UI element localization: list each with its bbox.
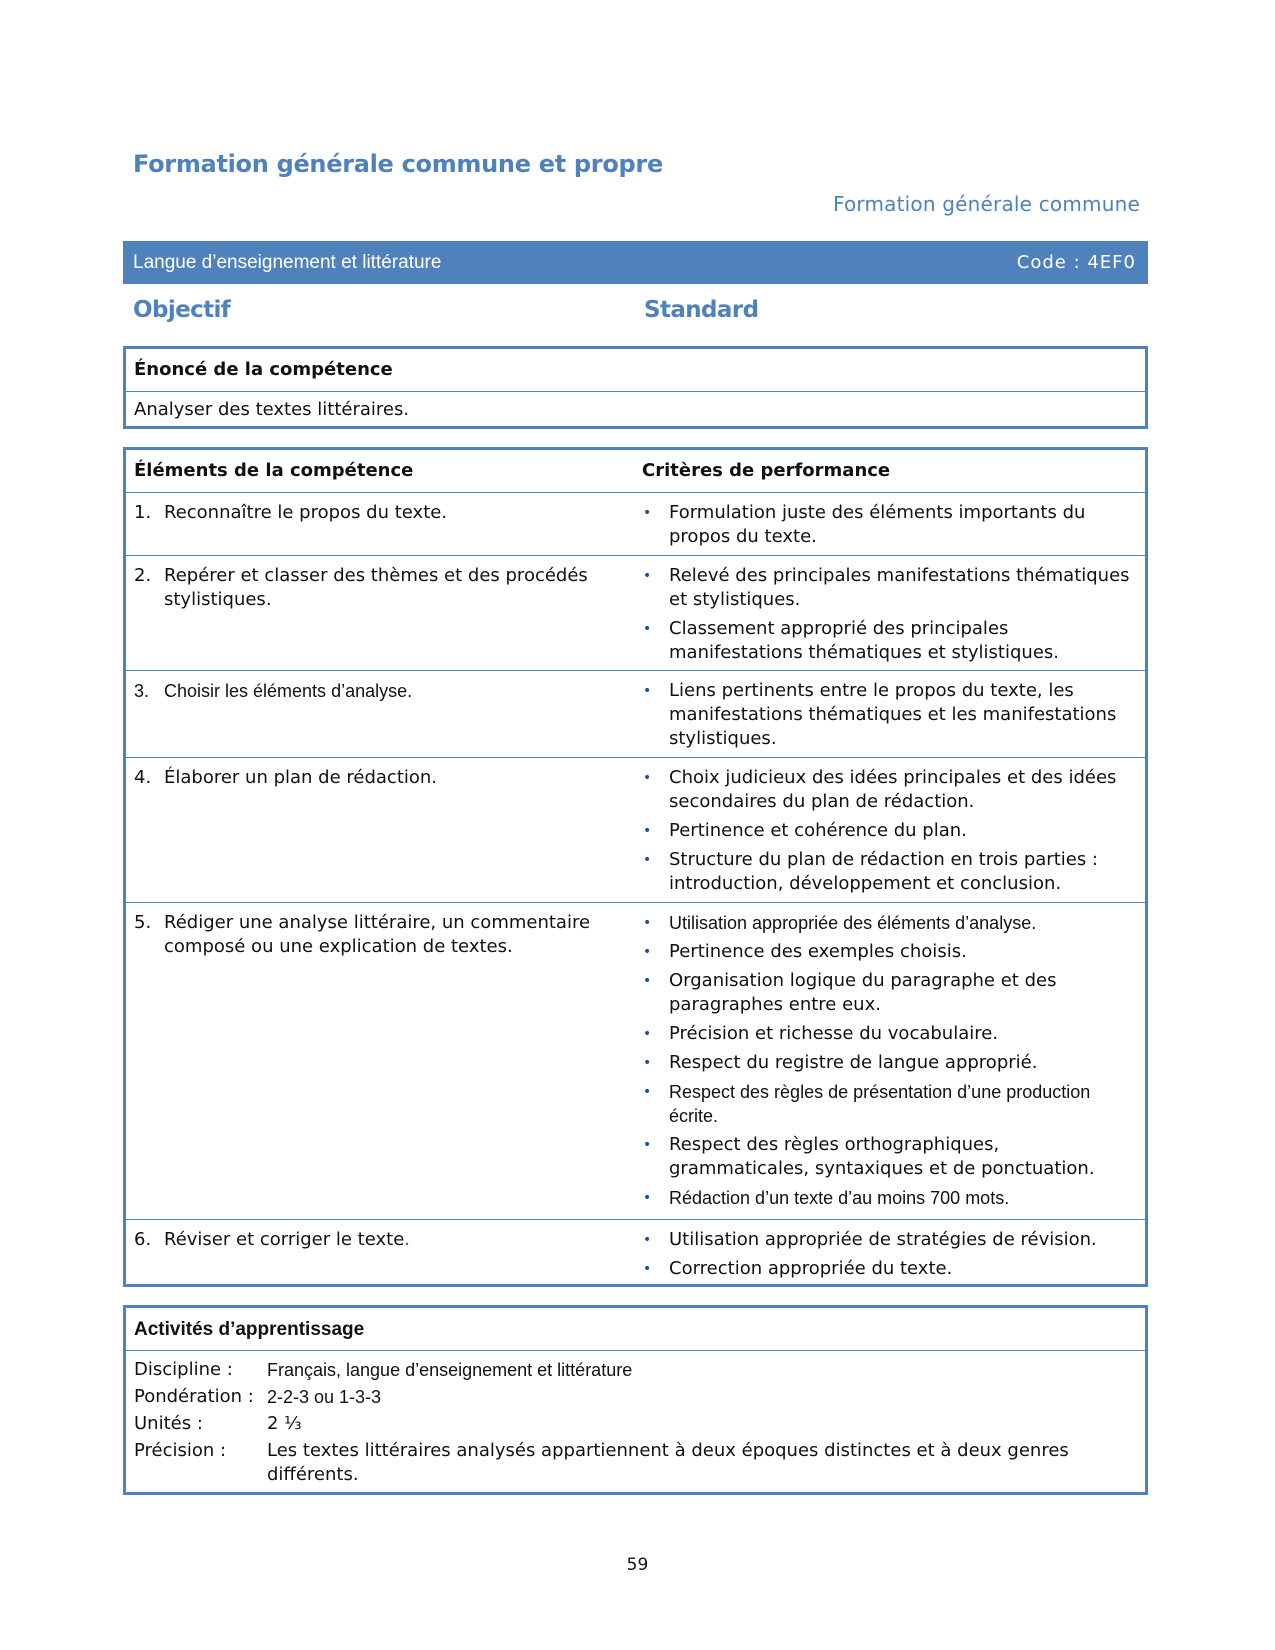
criteria-item: • Classement approprié des principales manifestations thématiques et stylistiques. — [639, 617, 1145, 665]
element-item — [134, 911, 639, 959]
bullet-icon: • — [643, 915, 652, 931]
unites-label: Unités : — [134, 1413, 203, 1434]
criteria-item: • Utilisation appropriée des éléments d’analyse. — [639, 911, 1145, 935]
bullet-icon: • — [643, 1084, 652, 1100]
element-item — [134, 679, 639, 703]
criteria-list — [639, 501, 1145, 549]
bullet-icon: • — [643, 621, 652, 637]
red-period: . — [404, 1229, 411, 1250]
ponderation-label: Pondération : — [134, 1386, 254, 1407]
bullet-icon: • — [643, 1261, 652, 1277]
ponderation-line — [134, 1383, 1137, 1410]
criteria-item: • Respect des règles orthographiques, grammaticales, syntaxiques et de ponctuation. — [639, 1133, 1145, 1181]
enonce-box — [123, 346, 1148, 429]
element-number: 3. — [134, 681, 150, 701]
table-row — [126, 903, 1145, 1220]
page-number: 59 — [626, 1555, 649, 1575]
bullet-icon: • — [643, 1055, 652, 1071]
element-number: 2. — [134, 565, 152, 586]
discipline-value: Français, langue d’enseignement et littérature — [267, 1360, 633, 1380]
elements-header-row — [126, 450, 1145, 493]
activites-box — [123, 1305, 1148, 1495]
criteria-item: • Précision et richesse du vocabulaire. — [639, 1022, 1145, 1046]
course-name: Langue d’enseignement et littérature — [133, 251, 442, 273]
standard-label: Standard — [644, 297, 759, 323]
bullet-icon: • — [643, 973, 652, 989]
element-number: 5. — [134, 912, 152, 933]
element-item — [134, 766, 639, 790]
bullet-icon: • — [643, 852, 652, 868]
activites-heading: Activités d’apprentissage — [126, 1308, 1145, 1351]
precision-line — [134, 1437, 1137, 1487]
criteria-item: • Pertinence des exemples choisis. — [639, 940, 1145, 964]
criteria-item: • Respect du registre de langue approprié. — [639, 1051, 1145, 1075]
element-text: Reconnaître le propos du texte. — [164, 502, 448, 523]
course-bar — [123, 241, 1148, 284]
criteria-item: • Relevé des principales manifestations thématiques et stylistiques. — [639, 564, 1145, 612]
element-number: 6. — [134, 1229, 152, 1250]
table-row — [126, 671, 1145, 758]
element-text: Rédiger une analyse littéraire, un commentaire composé ou une explication de textes. — [164, 912, 591, 957]
criteria-list — [639, 766, 1145, 896]
element-text: Élaborer un plan de rédaction. — [164, 767, 438, 788]
element-item — [134, 501, 639, 525]
discipline-line — [134, 1356, 1137, 1383]
criteria-heading: Critères de performance — [642, 460, 891, 481]
table-row — [126, 1220, 1145, 1287]
elements-table — [123, 447, 1148, 1287]
enonce-text: Analyser des textes littéraires. — [134, 399, 410, 420]
precision-label: Précision : — [134, 1440, 227, 1461]
unites-line — [134, 1410, 1137, 1437]
bullet-icon: • — [643, 1232, 652, 1248]
element-item — [134, 1228, 639, 1252]
element-item — [134, 564, 639, 612]
page-subtitle: Formation générale commune — [832, 192, 1140, 216]
bullet-icon: • — [643, 823, 652, 839]
bullet-icon: • — [643, 568, 652, 584]
element-number: 4. — [134, 767, 152, 788]
bullet-icon: • — [643, 1137, 652, 1153]
criteria-list — [639, 911, 1145, 1210]
criteria-list — [639, 1228, 1145, 1281]
element-text: Repérer et classer des thèmes et des procédés stylistiques. — [164, 565, 588, 610]
enonce-heading: Énoncé de la compétence — [126, 349, 1145, 392]
activites-body — [126, 1351, 1145, 1487]
page-title: Formation générale commune et propre — [133, 150, 663, 178]
criteria-item: • Rédaction d’un texte d’au moins 700 mots. — [639, 1186, 1145, 1210]
bullet-icon: • — [643, 944, 652, 960]
criteria-list — [639, 679, 1145, 751]
criteria-item: • Utilisation appropriée de stratégies de révision. — [639, 1228, 1145, 1252]
element-text: Réviser et corriger le texte. — [164, 1229, 411, 1250]
precision-value: Les textes littéraires analysés appartiennent à deux époques distinctes et à deux genres différents. — [267, 1440, 1069, 1485]
criteria-item: • Correction appropriée du texte. — [639, 1257, 1145, 1281]
criteria-list — [639, 564, 1145, 665]
criteria-item: • Respect des règles de présentation d’une production écrite. — [639, 1080, 1145, 1128]
bullet-icon: • — [643, 505, 652, 521]
discipline-label: Discipline : — [134, 1359, 233, 1380]
bullet-icon: • — [643, 683, 652, 699]
bullet-icon: • — [643, 770, 652, 786]
elements-heading: Éléments de la compétence — [134, 460, 414, 481]
element-number: 1. — [134, 502, 152, 523]
criteria-item: • Liens pertinents entre le propos du texte, les manifestations thématiques et les manifestations stylistiques. — [639, 679, 1145, 751]
criteria-item: • Structure du plan de rédaction en trois parties : introduction, développement et conclusion. — [639, 848, 1145, 896]
criteria-item: • Organisation logique du paragraphe et des paragraphes entre eux. — [639, 969, 1145, 1017]
table-row — [126, 758, 1145, 903]
bullet-icon: • — [643, 1026, 652, 1042]
criteria-item: • Formulation juste des éléments importants du propos du texte. — [639, 501, 1145, 549]
ponderation-value: 2-2-3 ou 1-3-3 — [267, 1387, 382, 1407]
objectif-label: Objectif — [133, 297, 231, 323]
element-text: Choisir les éléments d’analyse. — [164, 681, 413, 701]
bullet-icon: • — [643, 1190, 652, 1206]
unites-value: 2 ⅓ — [267, 1413, 302, 1434]
criteria-item: • Choix judicieux des idées principales et des idées secondaires du plan de rédaction. — [639, 766, 1145, 814]
course-code: Code : 4EF0 — [1016, 252, 1136, 273]
table-row — [126, 556, 1145, 671]
table-row — [126, 493, 1145, 556]
criteria-item: • Pertinence et cohérence du plan. — [639, 819, 1145, 843]
